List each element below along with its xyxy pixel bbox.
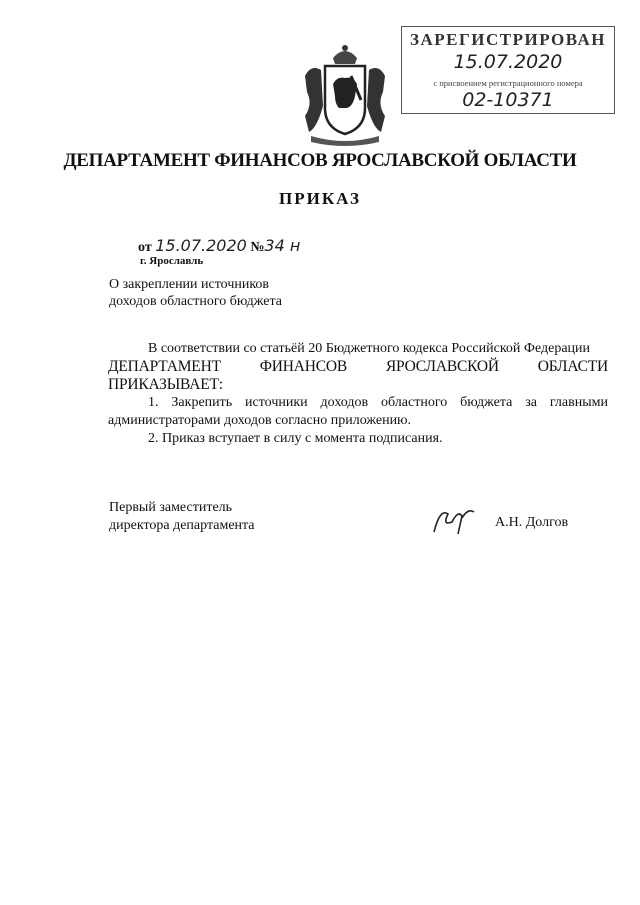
handwritten-signature [428, 504, 478, 538]
order-number: 34 н [264, 236, 301, 255]
signer-position [109, 499, 255, 535]
position-line-2: директора департамента [109, 518, 255, 533]
stamp-registration-number: 02-10371 [462, 89, 554, 111]
department-title: ДЕПАРТАМЕНТ ФИНАНСОВ ЯРОСЛАВСКОЙ ОБЛАСТИ [63, 150, 577, 171]
position-line-1: Первый заместитель [109, 500, 233, 515]
order-subject [109, 276, 282, 310]
coat-of-arms-emblem [295, 36, 395, 148]
preamble: В соответствии со статьёй 20 Бюджетного кодекса Российской Федерации [148, 341, 591, 356]
item-2: 2. Приказ вступает в силу с момента подписания. [148, 431, 443, 446]
from-label: от [138, 240, 152, 255]
subject-line-2: доходов областного бюджета [109, 294, 282, 309]
stamp-note: с присвоением регистрационного номера [433, 78, 583, 88]
order-body [108, 340, 608, 448]
item-1: 1. Закрепить источники доходов областного бюджета за главными администраторами доходов согласно приложению. [108, 395, 608, 428]
city: г. Ярославль [140, 255, 204, 267]
number-label: № [250, 240, 265, 255]
order-date: 15.07.2020 [155, 236, 247, 255]
order-date-number [138, 236, 300, 256]
directive: ДЕПАРТАМЕНТ ФИНАНСОВ ЯРОСЛАВСКОЙ ОБЛАСТИ ПРИКАЗЫВАЕТ: [108, 358, 608, 393]
stamp-date: 15.07.2020 [453, 51, 563, 73]
subject-line-1: О закреплении источников [109, 277, 270, 292]
registration-stamp [401, 26, 615, 114]
signer-name: А.Н. Долгов [495, 515, 569, 530]
stamp-title: ЗАРЕГИСТРИРОВАН [409, 30, 606, 49]
document-type: ПРИКАЗ [279, 189, 361, 208]
